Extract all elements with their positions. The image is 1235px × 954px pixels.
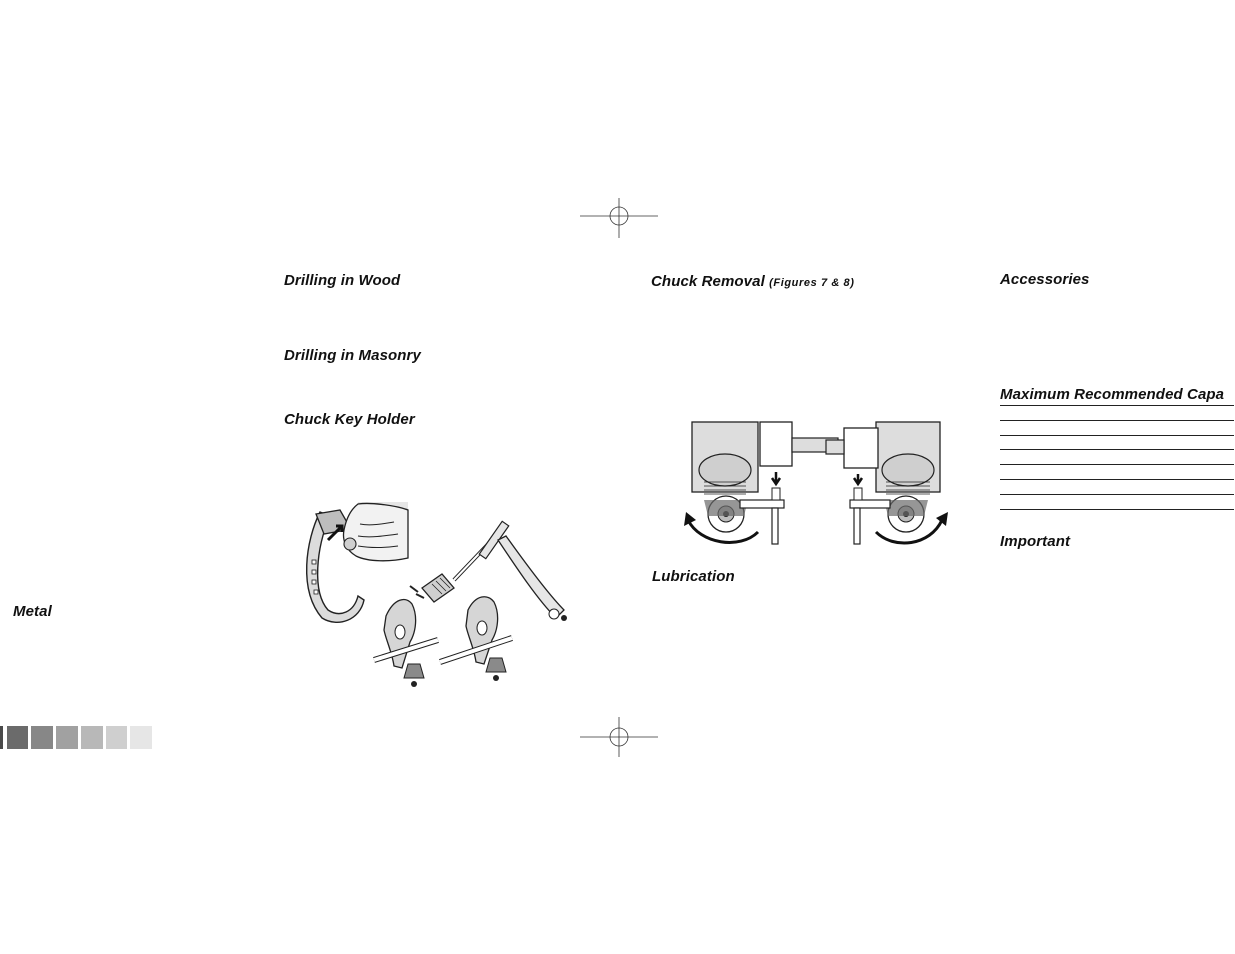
gray-swatch — [81, 726, 103, 749]
table-rule — [1000, 435, 1234, 436]
gray-swatch — [0, 726, 3, 749]
table-rule — [1000, 405, 1234, 406]
heading-chuck-key-holder: Chuck Key Holder — [284, 411, 415, 428]
table-rule — [1000, 479, 1234, 480]
table-rule — [1000, 420, 1234, 421]
crop-mark-top — [580, 198, 658, 238]
heading-important: Important — [1000, 533, 1071, 550]
gray-swatch — [7, 726, 28, 749]
heading-drilling-in-wood: Drilling in Wood — [284, 272, 401, 289]
heading-drilling-in-masonry: Drilling in Masonry — [284, 347, 421, 364]
gray-swatch — [31, 726, 53, 749]
heading-chuck-removal — [651, 273, 855, 290]
heading-metal: Metal — [13, 603, 52, 620]
chuck-removal-title: Chuck Removal — [651, 273, 765, 290]
chuck-key-holder-illustration — [298, 500, 578, 690]
table-rule — [1000, 449, 1234, 450]
table-rule — [1000, 509, 1234, 510]
heading-lubrication: Lubrication — [652, 568, 735, 585]
heading-max-recommended-capacity: Maximum Recommended Capa — [1000, 386, 1225, 403]
chuck-removal-illustration — [680, 420, 950, 550]
gray-swatch — [106, 726, 127, 749]
heading-accessories: Accessories — [1000, 271, 1090, 288]
capacity-table-rules — [1000, 405, 1234, 523]
gray-swatch — [130, 726, 152, 749]
table-rule — [1000, 464, 1234, 465]
crop-mark-bottom — [580, 717, 658, 757]
table-rule — [1000, 494, 1234, 495]
chuck-removal-figure-ref: (Figures 7 & 8) — [769, 277, 855, 289]
max-capacity-heading-wrap — [1000, 386, 1235, 403]
gray-swatch — [56, 726, 78, 749]
